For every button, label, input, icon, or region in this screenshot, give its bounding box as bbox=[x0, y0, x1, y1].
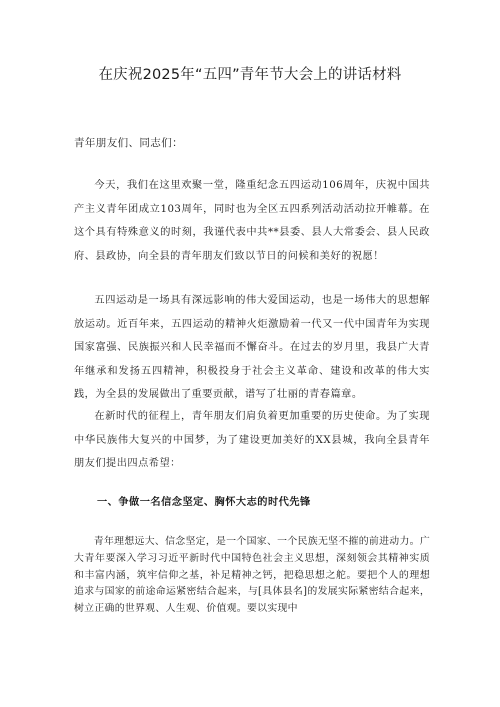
document-title: 在庆祝2025年“五四”青年节大会上的讲话材料 bbox=[98, 67, 402, 83]
paragraph-may-fourth-history: 五四运动是一场具有深远影响的伟大爱国运动，也是一场伟大的思想解放运动。近百年来，五四运动的精神火炬激励着一代又一代中国青年为实现国家富强、民族振兴和人民幸福而不懈奋斗。在过去的岁月里，我县广大青年继承和发扬五四精神，积极投身于社会主义革命、建设和改革的伟大实践，为全县的发展做出了重要贡献，谱写了壮丽的青春篇章。 bbox=[74, 295, 430, 400]
section-heading: 一、争做一名信念坚定、胸怀大志的时代先锋 bbox=[97, 497, 311, 508]
salutation: 青年朋友们、同志们： bbox=[74, 137, 183, 149]
paragraph-opening: 今天，我们在这里欢聚一堂，隆重纪念五四运动106周年，庆祝中国共产主义青年团成立103周年，同时也为全区五四系列活动活动拉开帷幕。在这个具有特殊意义的时刻，我谨代表中共**县委、县人大常委会、县人民政府、县政协，向全县的青年朋友们致以节日的问候和美好的祝愿！ bbox=[74, 180, 430, 262]
paragraph-new-era-mission: 在新时代的征程上，青年朋友们肩负着更加重要的历史使命。为了实现中华民族伟大复兴的中国梦，为了建设更加美好的XX县城，我向全县青年朋友们提出四点希望： bbox=[74, 411, 430, 469]
section-paragraph: 青年理想远大、信念坚定，是一个国家、一个民族无坚不摧的前进动力。广大青年要深入学习习近平新时代中国特色社会主义思想，深刻领会其精神实质和丰富内涵，筑牢信仰之基，补足精神之钙，把稳思想之舵。要把个人的理想追求与国家的前途命运紧密结合起来，与[具体县名]的发展实际紧密结合起来，树立正确的世界观、人生观、价值观。要以实现中 bbox=[74, 536, 430, 615]
